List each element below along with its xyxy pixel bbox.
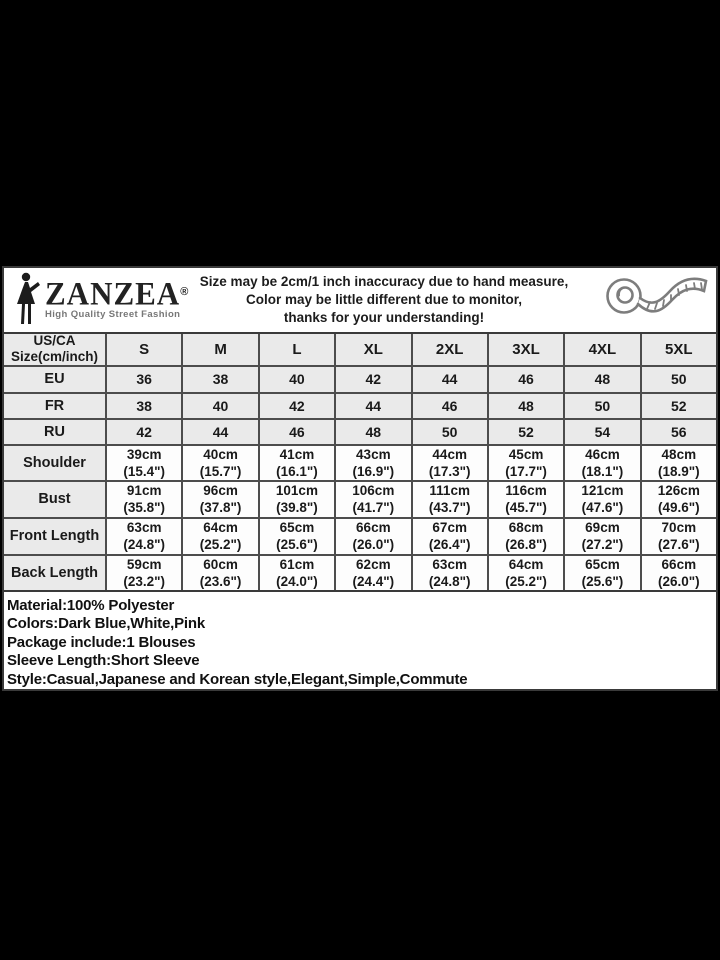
zanzea-logo bbox=[4, 272, 189, 328]
size-column-header-4xl: 4XL bbox=[565, 334, 639, 365]
table-cell: 59cm (23.2") bbox=[107, 556, 181, 590]
table-cell: 42 bbox=[107, 420, 181, 444]
table-cell: 126cm (49.6") bbox=[642, 482, 716, 517]
table-cell: 40 bbox=[260, 367, 334, 392]
table-cell: 48cm (18.9") bbox=[642, 446, 716, 480]
table-cell: 69cm (27.2") bbox=[565, 519, 639, 554]
table-cell: 70cm (27.6") bbox=[642, 519, 716, 554]
table-cell: 48 bbox=[489, 394, 563, 418]
row-label-eu: EU bbox=[4, 367, 105, 392]
detail-package: Package include:1 Blouses bbox=[7, 633, 196, 651]
brand-name: ZANZEA bbox=[45, 275, 181, 313]
table-cell: 106cm (41.7") bbox=[336, 482, 410, 517]
table-cell: 52 bbox=[642, 394, 716, 418]
detail-material: Material:100% Polyester bbox=[7, 596, 175, 614]
table-cell: 46 bbox=[413, 394, 487, 418]
table-cell: 48 bbox=[565, 367, 639, 392]
table-cell: 39cm (15.4") bbox=[107, 446, 181, 480]
brand-tagline: High Quality Street Fashion bbox=[45, 309, 181, 321]
table-cell: 42 bbox=[336, 367, 410, 392]
table-cell: 65cm (25.6") bbox=[565, 556, 639, 590]
registered-trademark-icon: ® bbox=[180, 286, 189, 299]
table-cell: 101cm (39.8") bbox=[260, 482, 334, 517]
table-cell: 116cm (45.7") bbox=[489, 482, 563, 517]
table-cell: 44 bbox=[413, 367, 487, 392]
table-cell: 42 bbox=[260, 394, 334, 418]
table-cell: 38 bbox=[107, 394, 181, 418]
table-cell: 40cm (15.7") bbox=[183, 446, 257, 480]
table-cell: 50 bbox=[642, 367, 716, 392]
detail-sleeve-length: Sleeve Length:Short Sleeve bbox=[7, 652, 200, 670]
size-column-header-s: S bbox=[107, 334, 181, 365]
chart-header bbox=[4, 268, 716, 334]
row-label-shoulder: Shoulder bbox=[4, 446, 105, 480]
size-column-header-5xl: 5XL bbox=[642, 334, 716, 365]
table-cell: 52 bbox=[489, 420, 563, 444]
table-cell: 60cm (23.6") bbox=[183, 556, 257, 590]
corner-cell: US/CA Size(cm/inch) bbox=[4, 334, 105, 365]
table-cell: 63cm (24.8") bbox=[107, 519, 181, 554]
table-cell: 111cm (43.7") bbox=[413, 482, 487, 517]
table-cell: 56 bbox=[642, 420, 716, 444]
size-chart-panel bbox=[2, 266, 718, 691]
table-cell: 67cm (26.4") bbox=[413, 519, 487, 554]
disclaimer-line-1: Size may be 2cm/1 inch inaccuracy due to hand measure, bbox=[199, 273, 569, 289]
row-label-ru: RU bbox=[4, 420, 105, 444]
table-cell: 65cm (25.6") bbox=[260, 519, 334, 554]
detail-colors: Colors:Dark Blue,White,Pink bbox=[7, 615, 205, 633]
table-cell: 50 bbox=[565, 394, 639, 418]
table-cell: 50 bbox=[413, 420, 487, 444]
fashion-woman-icon bbox=[13, 272, 43, 328]
row-label-bust: Bust bbox=[4, 482, 105, 517]
table-cell: 46 bbox=[260, 420, 334, 444]
table-cell: 40 bbox=[183, 394, 257, 418]
table-cell: 63cm (24.8") bbox=[413, 556, 487, 590]
table-cell: 44 bbox=[336, 394, 410, 418]
measure-disclaimer bbox=[180, 273, 588, 327]
disclaimer-line-2: Color may be little different due to monitor, bbox=[245, 291, 523, 307]
size-table bbox=[4, 334, 716, 592]
row-label-back-length: Back Length bbox=[4, 556, 105, 590]
table-cell: 121cm (47.6") bbox=[565, 482, 639, 517]
table-cell: 62cm (24.4") bbox=[336, 556, 410, 590]
table-cell: 54 bbox=[565, 420, 639, 444]
table-cell: 41cm (16.1") bbox=[260, 446, 334, 480]
table-cell: 46 bbox=[489, 367, 563, 392]
table-cell: 68cm (26.8") bbox=[489, 519, 563, 554]
table-cell: 43cm (16.9") bbox=[336, 446, 410, 480]
row-label-fr: FR bbox=[4, 394, 105, 418]
table-cell: 91cm (35.8") bbox=[107, 482, 181, 517]
table-cell: 46cm (18.1") bbox=[565, 446, 639, 480]
row-label-front-length: Front Length bbox=[4, 519, 105, 554]
table-cell: 36 bbox=[107, 367, 181, 392]
table-cell: 44 bbox=[183, 420, 257, 444]
table-cell: 96cm (37.8") bbox=[183, 482, 257, 517]
size-column-header-3xl: 3XL bbox=[489, 334, 563, 365]
table-cell: 61cm (24.0") bbox=[260, 556, 334, 590]
size-column-header-2xl: 2XL bbox=[413, 334, 487, 365]
table-cell: 38 bbox=[183, 367, 257, 392]
product-details bbox=[4, 592, 716, 689]
disclaimer-line-3: thanks for your understanding! bbox=[283, 309, 485, 325]
table-cell: 45cm (17.7") bbox=[489, 446, 563, 480]
table-cell: 66cm (26.0") bbox=[336, 519, 410, 554]
size-column-header-m: M bbox=[183, 334, 257, 365]
table-cell: 66cm (26.0") bbox=[642, 556, 716, 590]
size-column-header-l: L bbox=[260, 334, 334, 365]
table-cell: 44cm (17.3") bbox=[413, 446, 487, 480]
detail-style: Style:Casual,Japanese and Korean style,Elegant,Simple,Commute bbox=[7, 670, 468, 688]
size-column-header-xl: XL bbox=[336, 334, 410, 365]
table-cell: 64cm (25.2") bbox=[489, 556, 563, 590]
table-cell: 48 bbox=[336, 420, 410, 444]
table-cell: 64cm (25.2") bbox=[183, 519, 257, 554]
measuring-tape-icon bbox=[588, 271, 716, 329]
